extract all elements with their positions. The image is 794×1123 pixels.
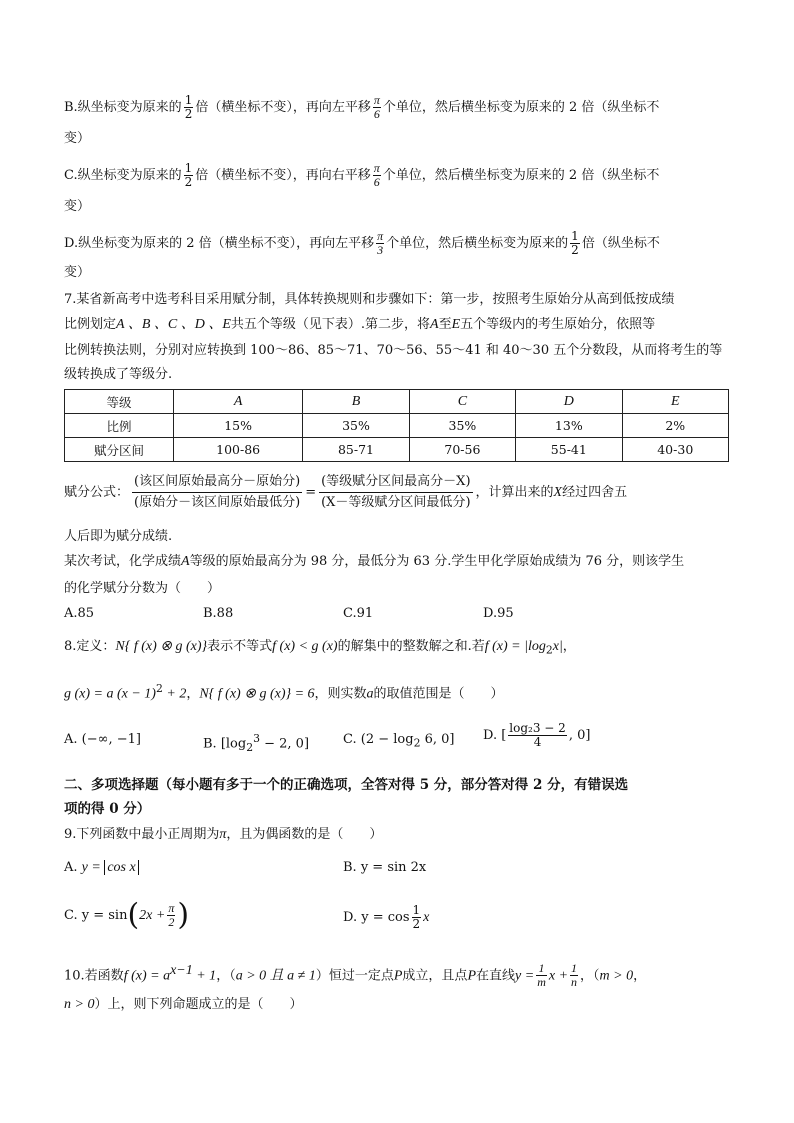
q8-option-b: B. [$\log_2^3 - 2$, 0] bbox=[203, 732, 310, 754]
q7-line-3: 比例转换法则，分别对应转换到 100～86、85～71、70～56、55～41 和 40～30 五个分数段，从而将考生的等 bbox=[64, 343, 723, 358]
table-cell: 70-56 bbox=[409, 438, 515, 462]
q6-c-mid: 倍（横坐标不变），再向右平移 bbox=[195, 168, 371, 183]
table-row bbox=[65, 438, 729, 462]
q9-option-b: B. y = sin 2x bbox=[343, 860, 427, 875]
q7-line-7: 的化学赋分分数为（ ） bbox=[64, 581, 221, 596]
q7-line-5: 人后即为赋分成绩. bbox=[64, 529, 173, 544]
q8-option-a: A. (−∞, −1] bbox=[64, 732, 141, 747]
fraction: $\frac{1}{2}$ bbox=[184, 161, 193, 189]
q7-option-a: A.85 bbox=[64, 606, 95, 621]
grade-table bbox=[64, 389, 729, 462]
fraction: $\frac{1}{n}$ bbox=[571, 961, 578, 990]
q7-option-b: B.88 bbox=[203, 606, 234, 621]
fraction: $\frac{\pi}{6}$ bbox=[373, 93, 380, 121]
q6-b-text: B.纵坐标变为原来的 bbox=[64, 100, 182, 115]
q9-option-c: C. y = sin(2x + $\frac{\pi}{2}$ ) bbox=[64, 897, 190, 933]
fraction: $\frac{1}{2}$ bbox=[571, 229, 579, 257]
q8-line-1: 8.定义：N{ f (x) ⊗ g (x)}表示不等式f (x) < g (x)的解集中的整数解之和.若f $(x) = |\log_2x|$， bbox=[64, 639, 576, 657]
q6-c-text: C.纵坐标变为原来的 bbox=[64, 168, 182, 183]
table-cell: B bbox=[303, 390, 409, 414]
q6-c-wrap: 变） bbox=[64, 199, 91, 214]
formula-left-fraction: (该区间原始最高分－原始分) (原始分－该区间原始最低分) bbox=[132, 472, 302, 513]
q6-d-wrap: 变） bbox=[64, 265, 91, 280]
q6-option-b bbox=[64, 94, 659, 121]
fraction: $\frac{\pi}{2}$ bbox=[168, 901, 175, 929]
table-cell: 2% bbox=[622, 414, 728, 438]
table-cell: C bbox=[409, 390, 515, 414]
q7-line-1: 7.某省新高考中选考科目采用赋分制，具体转换规则和步骤如下：第一步，按照考生原始分从高到低按成绩 bbox=[64, 292, 675, 307]
fraction: $\frac{1}{m}$ bbox=[537, 961, 546, 990]
table-cell: A bbox=[174, 390, 303, 414]
q9-option-d: D. y = cos $\frac{1}{2}$ x bbox=[343, 903, 430, 931]
q6-option-c bbox=[64, 162, 659, 189]
fraction: $\frac{\pi}{3}$ bbox=[377, 229, 384, 257]
section-2-heading: 二、多项选择题（每小题有多于一个的正确选项，全答对得 5 分，部分答对得 2 分，有错误选 bbox=[64, 777, 629, 793]
q7-line-6: 某次考试，化学成绩A等级的原始最高分为 98 分，最低分为 63 分.学生甲化学原始成绩为 76 分，则该学生 bbox=[64, 554, 685, 569]
table-cell: 13% bbox=[516, 414, 622, 438]
table-cell: 35% bbox=[303, 414, 409, 438]
section-2-heading-wrap: 项的得 0 分） bbox=[64, 801, 151, 817]
q9-option-a: A. y = cos x bbox=[64, 860, 139, 876]
q7-formula: 赋分公式： (该区间原始最高分－原始分) (原始分－该区间原始最低分) = (等级赋分区间最高分－X) (X－等级赋分区间最低分) ，计算出来的X经过四舍五 bbox=[64, 472, 627, 513]
fraction: $\frac{\pi}{6}$ bbox=[373, 161, 380, 189]
q10-line-2: n > 0）上，则下列命题成立的是（ ） bbox=[64, 997, 303, 1012]
table-cell: 100-86 bbox=[174, 438, 303, 462]
fraction: $\frac{1}{2}$ bbox=[412, 903, 421, 931]
q8-option-d: D. [ $\frac{\text{log₂3 − 2}}{4}$ , 0] bbox=[483, 721, 591, 749]
q6-b-mid: 倍（横坐标不变），再向左平移 bbox=[195, 100, 371, 115]
q7-line-2: 比例划定A 、B 、C 、D 、E共五个等级（见下表）.第二步，将A至E五个等级内的考生原始分，依照等 bbox=[64, 317, 656, 332]
q9-stem: 9.下列函数中最小正周期为π，且为偶函数的是（ ） bbox=[64, 827, 383, 842]
q6-b-tail: 个单位，然后横坐标变为原来的 2 倍（纵坐标不 bbox=[382, 100, 660, 115]
q6-d-tail: 倍（纵坐标不 bbox=[581, 236, 660, 251]
table-cell: D bbox=[516, 390, 622, 414]
table-cell: E bbox=[622, 390, 728, 414]
q7-option-d: D.95 bbox=[483, 606, 514, 621]
q8-line-2: g (x) = a $(x - 1)^2 + 2$，N{ f (x) ⊗ g (x)} = 6，则实数a的取值范围是（ ） bbox=[64, 682, 504, 702]
table-cell: 55-41 bbox=[516, 438, 622, 462]
q6-c-tail: 个单位，然后横坐标变为原来的 2 倍（纵坐标不 bbox=[382, 168, 660, 183]
q7-line-4: 级转换成了等级分. bbox=[64, 367, 173, 382]
table-header: 比例 bbox=[65, 414, 174, 438]
table-cell: 85-71 bbox=[303, 438, 409, 462]
table-row bbox=[65, 414, 729, 438]
q7-option-c: C.91 bbox=[343, 606, 374, 621]
formula-right-fraction: (等级赋分区间最高分－X) (X－等级赋分区间最低分) bbox=[319, 472, 472, 513]
q6-d-mid: 个单位，然后横坐标变为原来的 bbox=[386, 236, 569, 251]
q6-option-d bbox=[64, 230, 660, 257]
q6-d-text: D.纵坐标变为原来的 2 倍（横坐标不变），再向左平移 bbox=[64, 236, 375, 251]
fraction: $\frac{1}{2}$ bbox=[184, 93, 193, 121]
table-row bbox=[65, 390, 729, 414]
q10-line-1: 10.若函数f $(x) = a^{x-1} + 1$，（a > 0 且 a ≠ 1）恒过一定点P成立，且点P在直线y = $\frac{1}{m}$ x + $\frac{1}{n}$ ，（m > 0， bbox=[64, 961, 647, 990]
table-cell: 15% bbox=[174, 414, 303, 438]
fraction: $\frac{\text{log₂3 − 2}}{4}$ bbox=[509, 721, 566, 749]
q6-b-wrap: 变） bbox=[64, 131, 91, 146]
table-cell: 35% bbox=[409, 414, 515, 438]
table-header: 等级 bbox=[65, 390, 174, 414]
table-cell: 40-30 bbox=[622, 438, 728, 462]
table-header: 赋分区间 bbox=[65, 438, 174, 462]
q8-option-c: C. ($2 - \log_2 6$, 0] bbox=[343, 732, 455, 750]
